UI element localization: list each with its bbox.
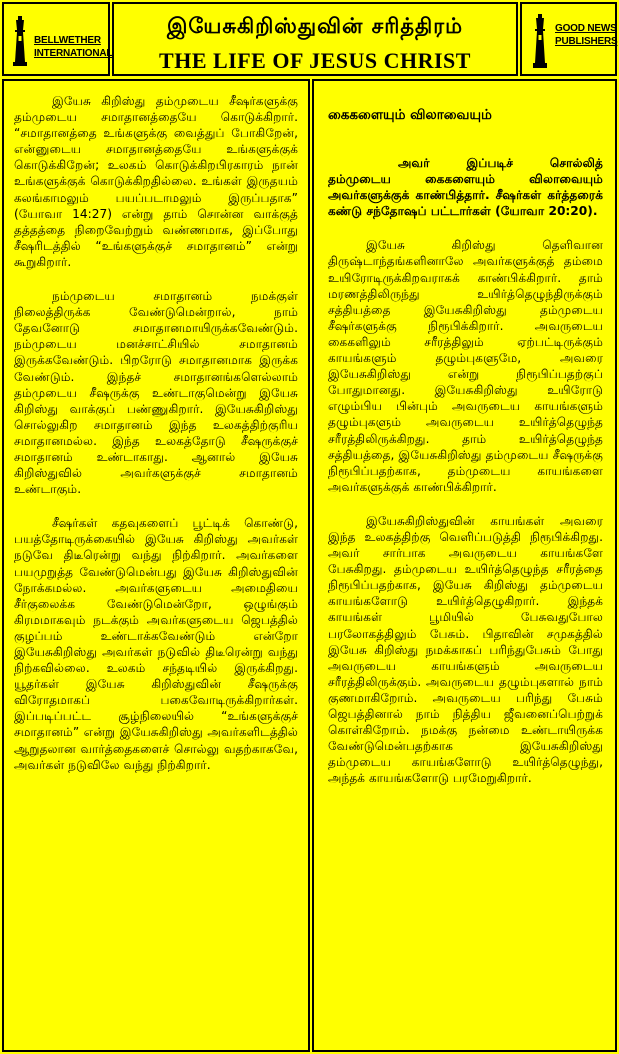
- tower-icon: [531, 14, 549, 68]
- left-paragraph-3: சீஷர்கள் கதவுகளைப் பூட்டிக் கொண்டு, பயத்தோடிருக்கையில் இயேசு கிறிஸ்து அவர்கள் நடுவே திடீரென்று வந்து நிற்கிறார். அவர்களை பயமுறுத்த வேண்டுமென்பது இயேசு கிறிஸ்துவின் நோக்கமல்ல. அவர்களுடைய அமைதியை சீர்குலைக்க வேண்டுமென்றோ, ஒழுங்கும் கிரமமாகவும் நடக்கும் அவர்களுடைய ஜெபத்தில் குழப்பம் உண்டாக்கவேண்டும் என்றோ இயேசுகிறிஸ்து அவர்கள் நடுவில் திடீரென்று வந்து நிற்கவில்லை. உலகம் சந்தடியில் இருக்கிறது. யூதர்கள் இயேசு கிறிஸ்துவின் சீஷருக்கு விரோதமாகப் பகைவோடிருக்கிறார்கள். இப்படிப்பட்ட சூழ்நிலையில் “உங்களுக்குச் சமாதானம்” என்று இயேசுகிறிஸ்து அவர்களிடத்தில் ஆறுதலான வார்த்தைகளைச் சொல்லு வதற்காகவே, அவர்கள் நடுவிலே வந்து நிற்கிறார்.: [14, 516, 298, 772]
- left-paragraph-2: நம்முடைய சமாதானம் நமக்குள் நிலைத்திருக்க வேண்டுமென்றால், நாம் தேவனோடு சமாதானமாயிருக்கவேண்டும். நம்முடைய மனச்சாட்சியில் சமாதானம் இருக்கவேண்டும். பிறரோடு சமாதானமாக இருக்க வேண்டும். இந்தச் சமாதானங்களெல்லாம் தம்முடைய சீஷருக்கு உண்டாகுமென்று இயேசு கிறிஸ்து வாக்குப் பண்ணுகிறார். இயேசுகிறிஸ்து சொல்லுகிற சமாதானம் இந்த உலகத்திற்குரிய சமாதானமல்ல. இந்த உலகத்தோடு சீஷருக்குச் சமாதானம் உண்டாகாது. ஆனால் இயேசு கிறிஸ்துவில் அவர்களுக்குச் சமாதானம் உண்டாகும்.: [14, 289, 298, 497]
- right-paragraph-2: இயேசுகிறிஸ்துவின் காயங்கள் அவரை இந்த உலகத்திற்கு வெளிப்படுத்தி நிரூபிக்கிறது. அவர் சார்பாக அவருடைய காயங்களே பேசுகிறது. தம்முடைய உயிர்த்தெழுந்த சரீரத்தை நிரூபிப்பதற்காக, இயேசு கிறிஸ்து தம்முடைய காயங்களோடு உயிர்த்தெழுகிறார். இந்தக் காயங்கள் பூமியில் பேசுவதுபோல பரலோகத்திலும் பேசும். பிதாவின் சமுகத்தில் இயேசு கிறிஸ்து நமக்காகப் பரிந்துபேசும் போது அவருடைய காயங்களும் அவருடைய சரீரத்திலிருக்கும். அவருடைய தழும்புகளால் நாம் குணமாகிறோம். அவருடைய பரிந்து பேசும் ஜெபத்தினால் நாம் நித்திய ஜீவனைப்பெற்றுக் கொள்கிறோம். நமக்கு நன்மை உண்டாயிருக்க வேண்டுமென்பதற்காக இயேசுகிறிஸ்து தம்முடைய காயங்களோடு உயிர்த்தெழுந்து, அந்தக் காயங்களோடு பரமேறுகிறார்.: [328, 513, 603, 786]
- logo-left-line2: INTERNATIONAL: [34, 48, 113, 59]
- right-paragraph-1: இயேசு கிறிஸ்து தெளிவான திருஷ்டாந்தங்களினாலே அவர்களுக்குத் தம்மை உயிரோடிருக்கிறவராகக் காண்பிக்கிறார். தாம் மரணத்திலிருந்து உயிர்த்தெழுந்திருக்கும் சத்தியத்தை இயேசுகிறிஸ்து தம்முடைய சீஷர்களுக்கு நிரூபிக்கிறார். அவருடைய கைகளிலும் சரீரத்திலும் ஏற்பட்டிருக்கும் காயங்களும் தழும்புகளுமே, அவரை இயேசுகிறிஸ்து என்று நிரூபிப்பதற்குப் போதுமானது. இயேசுகிறிஸ்து உயிரோடு எழும்பிய பின்பும் அவருடைய காயங்களும் தழும்புகளும் அவருடைய உயிர்த்தெழுந்த சரீரத்திலிருக்கிறது. தாம் உயிர்த்தெழுந்த சத்தியத்தை, இயேசுகிறிஸ்து தம்முடைய சீஷருக்கு நிரூபிப்பதற்காக, தம்முடைய காயங்களை அவர்களுக்குக் காண்பிக்கிறார்.: [328, 238, 603, 494]
- tower-icon: [12, 16, 28, 66]
- section-title: கைகளையும் விலாவையும்: [328, 107, 492, 123]
- page-title-tamil: இயேசுகிறிஸ்துவின் சரித்திரம்: [166, 14, 464, 38]
- logo-right-line2: PUBLISHERS: [555, 36, 618, 47]
- scripture-verse: அவர் இப்படிச் சொல்லித் தம்முடைய கைகளையும் விலாவையும் அவர்களுக்குக் காண்பித்தார். சீஷர்கள் கர்த்தரைக் கண்டு சந்தோஷப் பட்டார்கள் (யோவா 20:20).: [328, 156, 603, 219]
- good-news-logo: [520, 2, 617, 76]
- page-title-english: THE LIFE OF JESUS CHRIST: [159, 48, 471, 73]
- left-paragraph-1: இயேசு கிறிஸ்து தம்முடைய சீஷர்களுக்கு தம்முடைய சமாதானத்தையே கொடுக்கிறார். “சமாதானத்தை உங்களுக்கு வைத்துப் போகிறேன், என்னுடைய சமாதானத்தையே உங்களுக்குக் கொடுக்கிறேன்; உலகம் கொடுக்கிறபிரகாரம் நான் உங்களுக்குக் கொடுக்கிறதில்லை. உங்கள் இருதயம் கலங்காமலும் பயப்படாமலும் இருப்பதாக” (யோவா 14:27) என்று தாம் சொன்ன வாக்குத் தத்தத்தை நிறைவேற்றும் வண்ணமாக, இப்போது சீஷரிடத்தில் “உங்களுக்குச் சமாதானம்” என்று கூறுகிறார்.: [14, 94, 298, 269]
- logo-right-line1: GOOD NEWS: [555, 23, 617, 34]
- bellwether-logo: [2, 2, 113, 76]
- bellwether-logo-text: [34, 34, 112, 60]
- logo-left-line1: BELLWETHER: [34, 35, 101, 46]
- header: [0, 0, 619, 79]
- title-box: [112, 2, 518, 76]
- left-column: [2, 79, 310, 1052]
- right-column: [312, 79, 617, 1052]
- good-news-logo-text: [555, 22, 617, 48]
